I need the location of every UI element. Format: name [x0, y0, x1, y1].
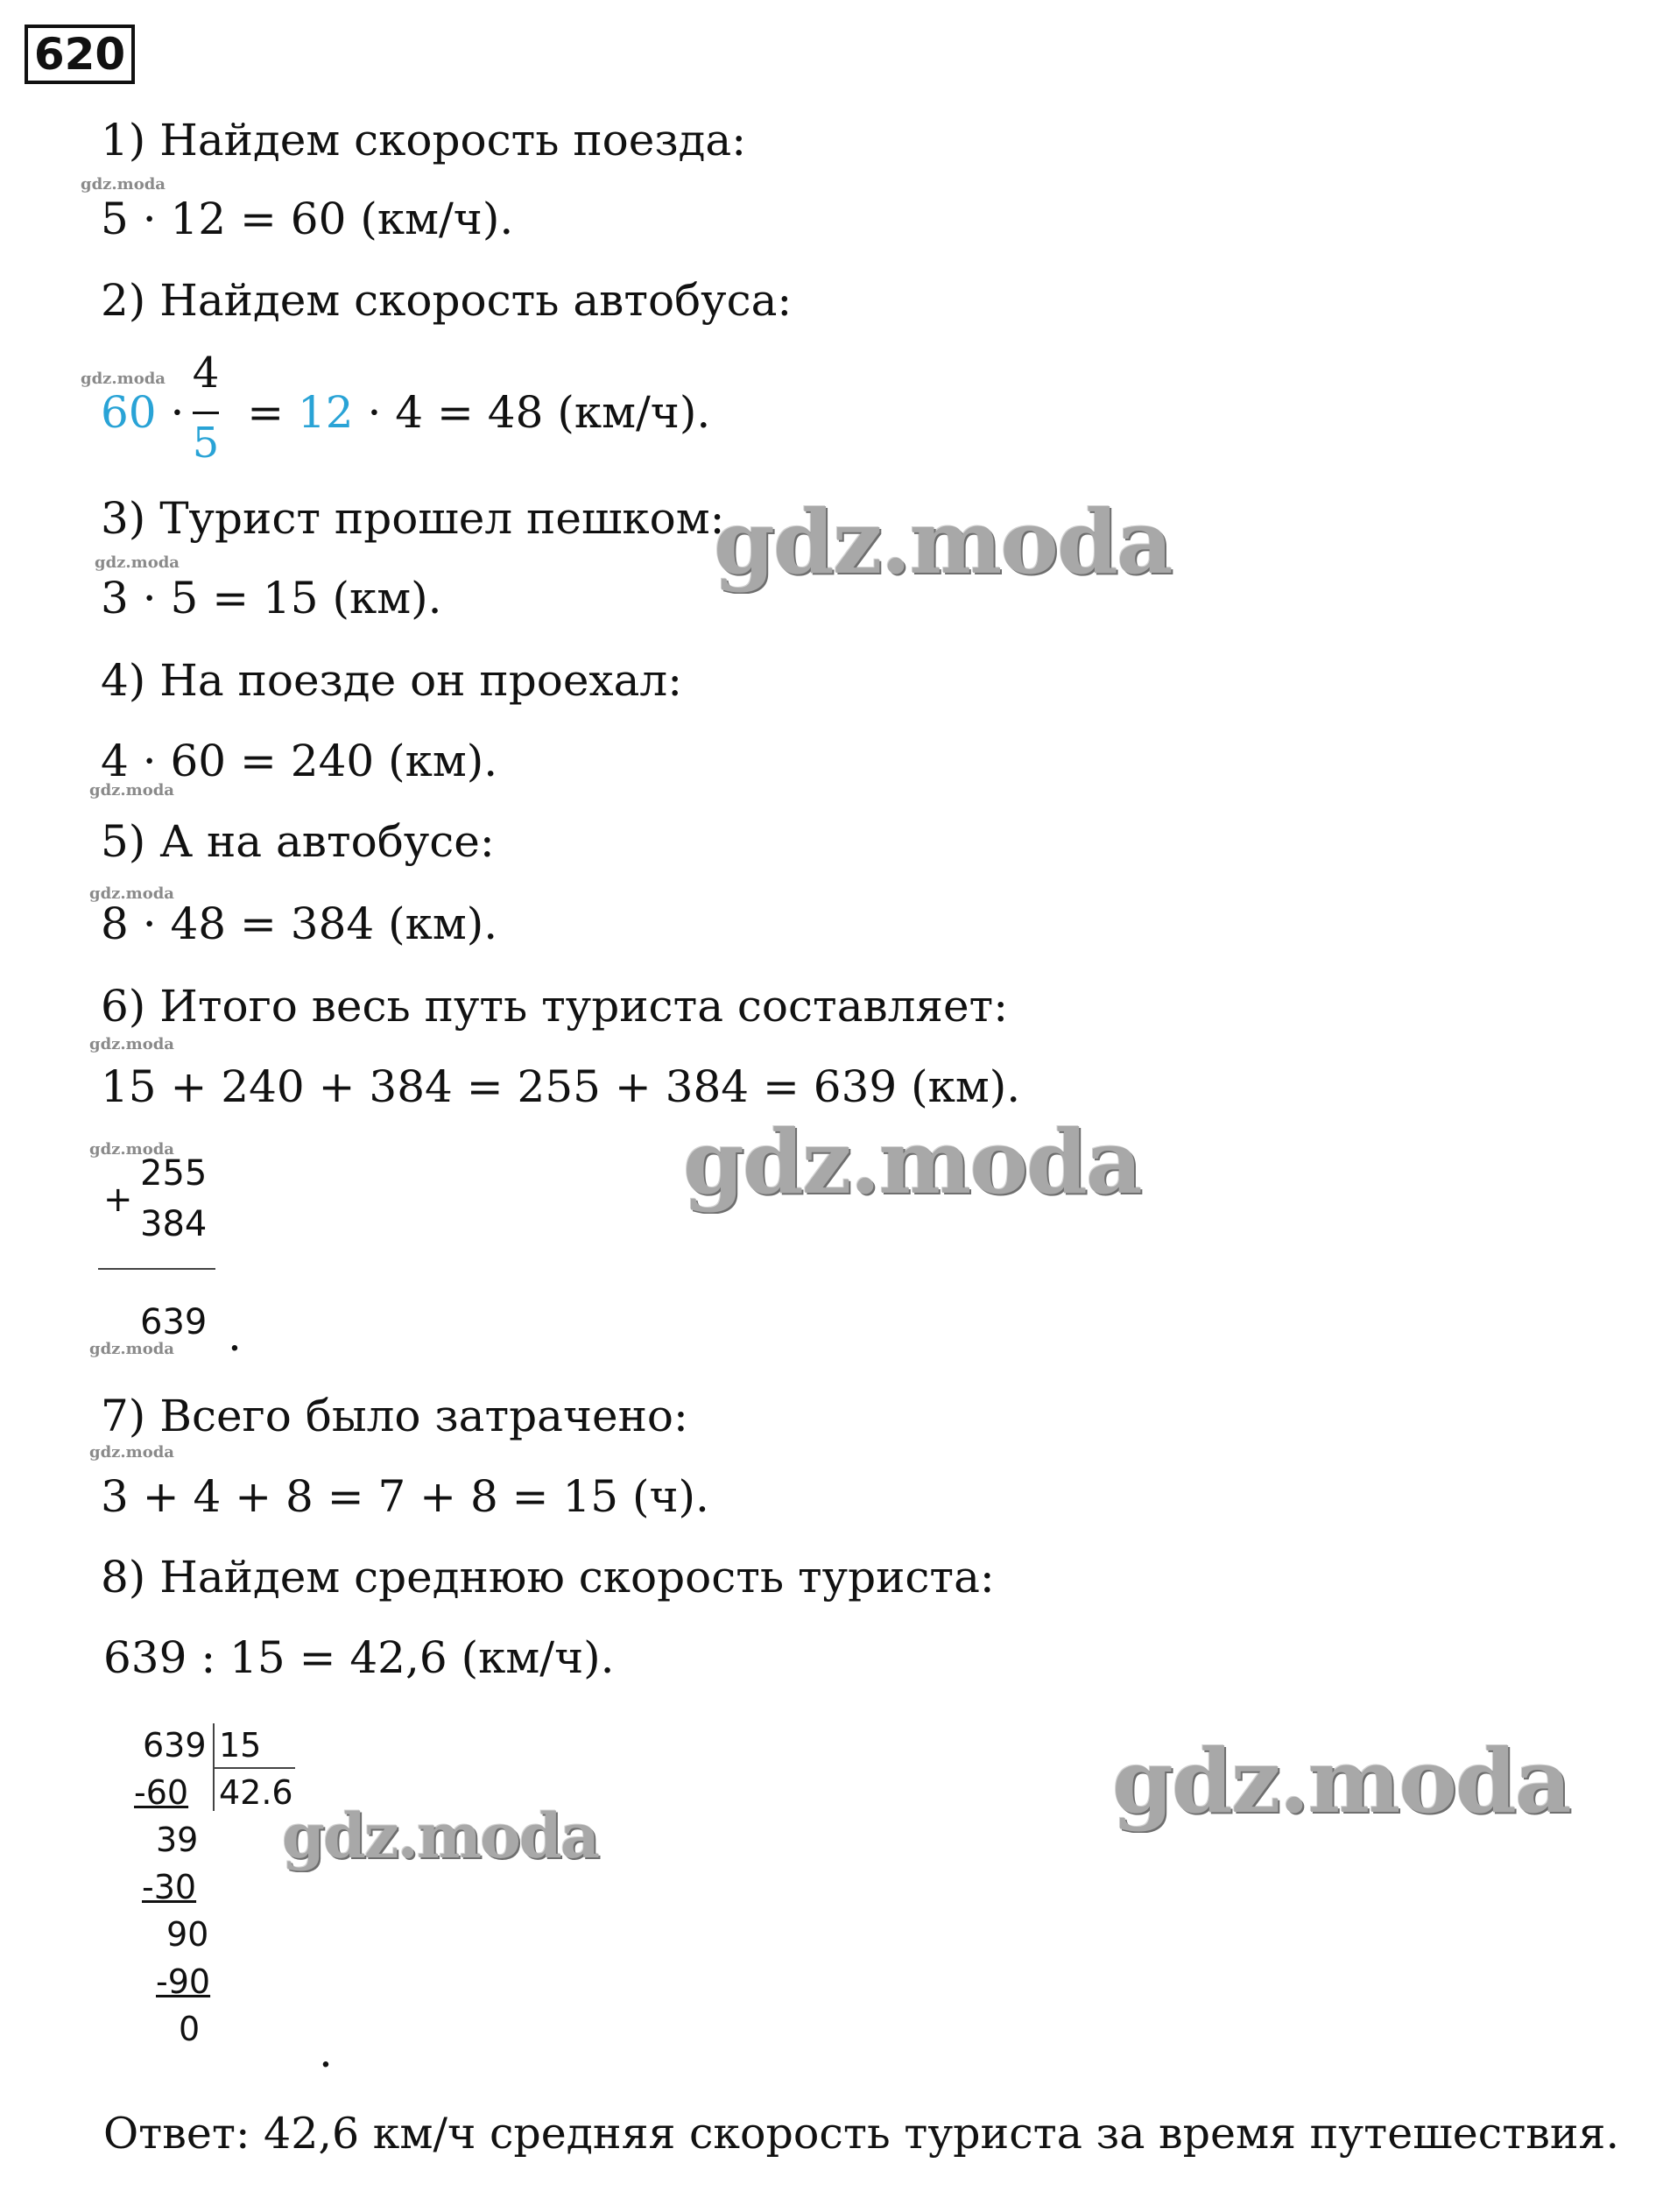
- step-2-equation: [101, 387, 711, 438]
- addition-result: 639: [140, 1302, 208, 1342]
- addend-bottom: 384: [140, 1204, 208, 1244]
- watermark-large: gdz.moda: [714, 490, 1172, 594]
- equals-sign: =: [233, 387, 298, 438]
- divisor: 15: [219, 1726, 262, 1765]
- step-3-text: 3) Турист прошел пешком:: [101, 493, 725, 544]
- dividend: 639: [143, 1726, 207, 1765]
- step-8-equation: 639 : 15 = 42,6 (км/ч).: [103, 1632, 615, 1683]
- subtrahend-2: -30: [142, 1868, 197, 1906]
- step-3-equation: 3 · 5 = 15 (км).: [101, 573, 442, 623]
- plus-sign: +: [103, 1180, 133, 1220]
- watermark-small: gdz.moda: [81, 175, 166, 194]
- step-4-text: 4) На поезде он проехал:: [101, 655, 683, 706]
- remainder-final: 0: [179, 2010, 201, 2048]
- watermark-large: gdz.moda: [1112, 1729, 1570, 1833]
- subtrahend-1: -60: [134, 1773, 189, 1812]
- step-5-text: 5) А на автобусе:: [101, 816, 495, 867]
- step-2-text: 2) Найдем скорость автобуса:: [101, 275, 793, 326]
- watermark-small: gdz.moda: [89, 884, 174, 903]
- division-horizontal-line: [215, 1767, 295, 1769]
- watermark-large: gdz.moda: [282, 1800, 599, 1872]
- division-dot: .: [319, 2026, 333, 2077]
- step-4-equation: 4 · 60 = 240 (км).: [101, 736, 498, 786]
- step-2-rest: · 4 = 48 (км/ч).: [353, 387, 711, 438]
- addition-line: [98, 1268, 215, 1270]
- step-8-text: 8) Найдем среднюю скорость туриста:: [101, 1552, 995, 1603]
- addition-dot: .: [228, 1310, 242, 1361]
- step-6-equation: 15 + 240 + 384 = 255 + 384 = 639 (км).: [101, 1061, 1021, 1112]
- step-7-equation: 3 + 4 + 8 = 7 + 8 = 15 (ч).: [101, 1471, 709, 1522]
- step-7-text: 7) Всего было затрачено:: [101, 1391, 688, 1441]
- step-6-text: 6) Итого весь путь туриста составляет:: [101, 981, 1009, 1032]
- remainder-1: 39: [156, 1821, 199, 1859]
- addend-top: 255: [140, 1153, 208, 1194]
- watermark-small: gdz.moda: [89, 1340, 174, 1358]
- quotient: 42.6: [219, 1773, 293, 1812]
- speed-train-value: 60: [101, 387, 157, 438]
- remainder-2: 90: [166, 1915, 209, 1954]
- step-1-text: 1) Найдем скорость поезда:: [101, 115, 747, 166]
- answer-text: Ответ: 42,6 км/ч средняя скорость туриста за время путешествия.: [103, 2109, 1620, 2159]
- fraction-denominator: 5: [192, 419, 220, 468]
- reduced-value: 12: [298, 387, 354, 438]
- fraction-numerator: 4: [192, 349, 220, 398]
- watermark-large: gdz.moda: [683, 1110, 1141, 1214]
- watermark-small: gdz.moda: [89, 1443, 174, 1462]
- subtrahend-3: -90: [156, 1962, 211, 2001]
- multiply-sign: ·: [156, 387, 199, 438]
- problem-number: 620: [25, 25, 135, 84]
- watermark-small: gdz.moda: [95, 553, 180, 572]
- watermark-small: gdz.moda: [81, 370, 166, 388]
- watermark-small: gdz.moda: [89, 1140, 174, 1159]
- watermark-small: gdz.moda: [89, 781, 174, 800]
- step-5-equation: 8 · 48 = 384 (км).: [101, 898, 498, 949]
- watermark-small: gdz.moda: [89, 1035, 174, 1053]
- step-1-equation: 5 · 12 = 60 (км/ч).: [101, 194, 514, 244]
